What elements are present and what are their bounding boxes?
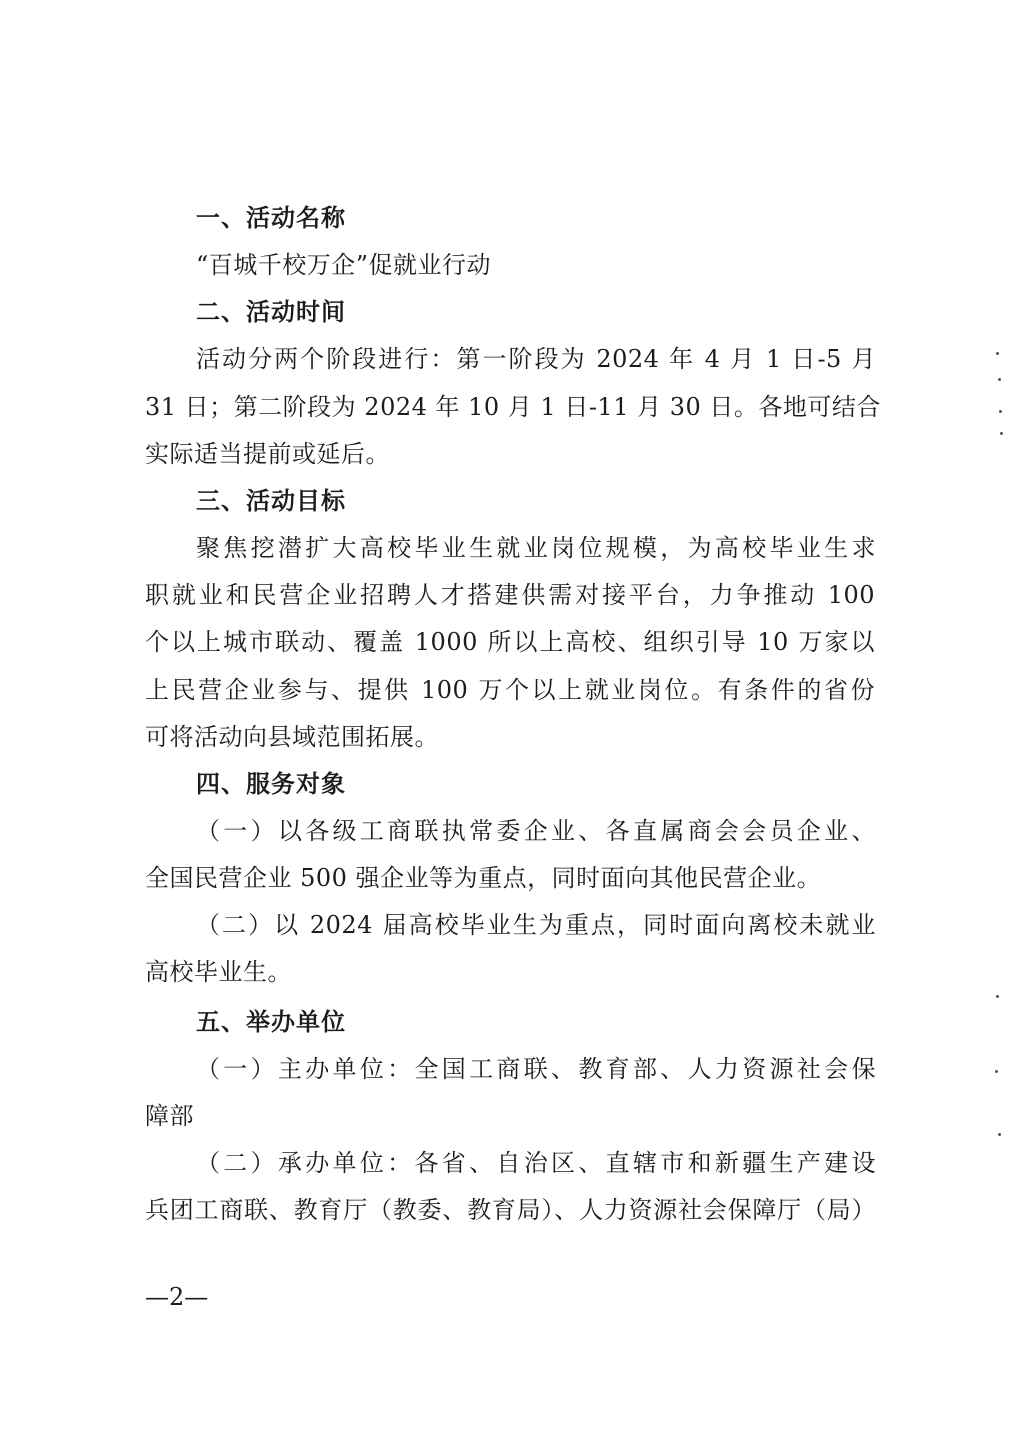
section-heading-activity-goal: 三、活动目标 bbox=[196, 487, 346, 515]
section-heading-activity-name: 一、活动名称 bbox=[196, 204, 346, 232]
paragraph-line: （一）以各级工商联执常委企业、各直属商会会员企业、 bbox=[196, 817, 876, 845]
paragraph-line: 活动分两个阶段进行：第一阶段为 2024 年 4 月 1 日-5 月 bbox=[196, 345, 876, 373]
paragraph-line: 全国民营企业 500 强企业等为重点，同时面向其他民营企业。 bbox=[145, 864, 822, 892]
paragraph-line: 可将活动向县域范围拓展。 bbox=[145, 723, 439, 751]
paragraph-line: 职就业和民营企业招聘人才搭建供需对接平台，力争推动 100 bbox=[145, 581, 875, 609]
paragraph-line: “百城千校万企”促就业行动 bbox=[196, 251, 492, 279]
paragraph-line: 障部 bbox=[145, 1102, 194, 1130]
section-heading-service-targets: 四、服务对象 bbox=[196, 770, 346, 798]
paragraph-line: 31 日；第二阶段为 2024 年 10 月 1 日-11 月 30 日。各地可结合 bbox=[145, 393, 881, 421]
paragraph-line: （二）以 2024 届高校毕业生为重点，同时面向离校未就业 bbox=[196, 911, 876, 939]
page-number: —2— bbox=[145, 1283, 209, 1311]
paragraph-line: （二）承办单位：各省、自治区、直辖市和新疆生产建设 bbox=[196, 1149, 876, 1177]
paragraph-line: 聚焦挖潜扩大高校毕业生就业岗位规模，为高校毕业生求 bbox=[196, 534, 876, 562]
paragraph-line: 高校毕业生。 bbox=[145, 958, 292, 986]
paragraph-line: （一）主办单位：全国工商联、教育部、人力资源社会保 bbox=[196, 1055, 876, 1083]
scan-speck bbox=[996, 352, 999, 355]
scan-speck bbox=[995, 1070, 998, 1073]
scan-speck bbox=[996, 995, 999, 998]
scan-speck bbox=[1000, 432, 1003, 435]
paragraph-line: 上民营企业参与、提供 100 万个以上就业岗位。有条件的省份 bbox=[145, 676, 875, 704]
section-heading-organizers: 五、举办单位 bbox=[196, 1008, 346, 1036]
scan-speck bbox=[999, 410, 1002, 413]
paragraph-line: 个以上城市联动、覆盖 1000 所以上高校、组织引导 10 万家以 bbox=[145, 628, 875, 656]
paragraph-line: 兵团工商联、教育厅（教委、教育局）、人力资源社会保障厅（局） bbox=[145, 1196, 875, 1224]
paragraph-line: 实际适当提前或延后。 bbox=[145, 440, 390, 468]
section-heading-activity-time: 二、活动时间 bbox=[196, 298, 346, 326]
scan-speck bbox=[998, 1133, 1001, 1136]
scan-speck bbox=[998, 378, 1001, 381]
